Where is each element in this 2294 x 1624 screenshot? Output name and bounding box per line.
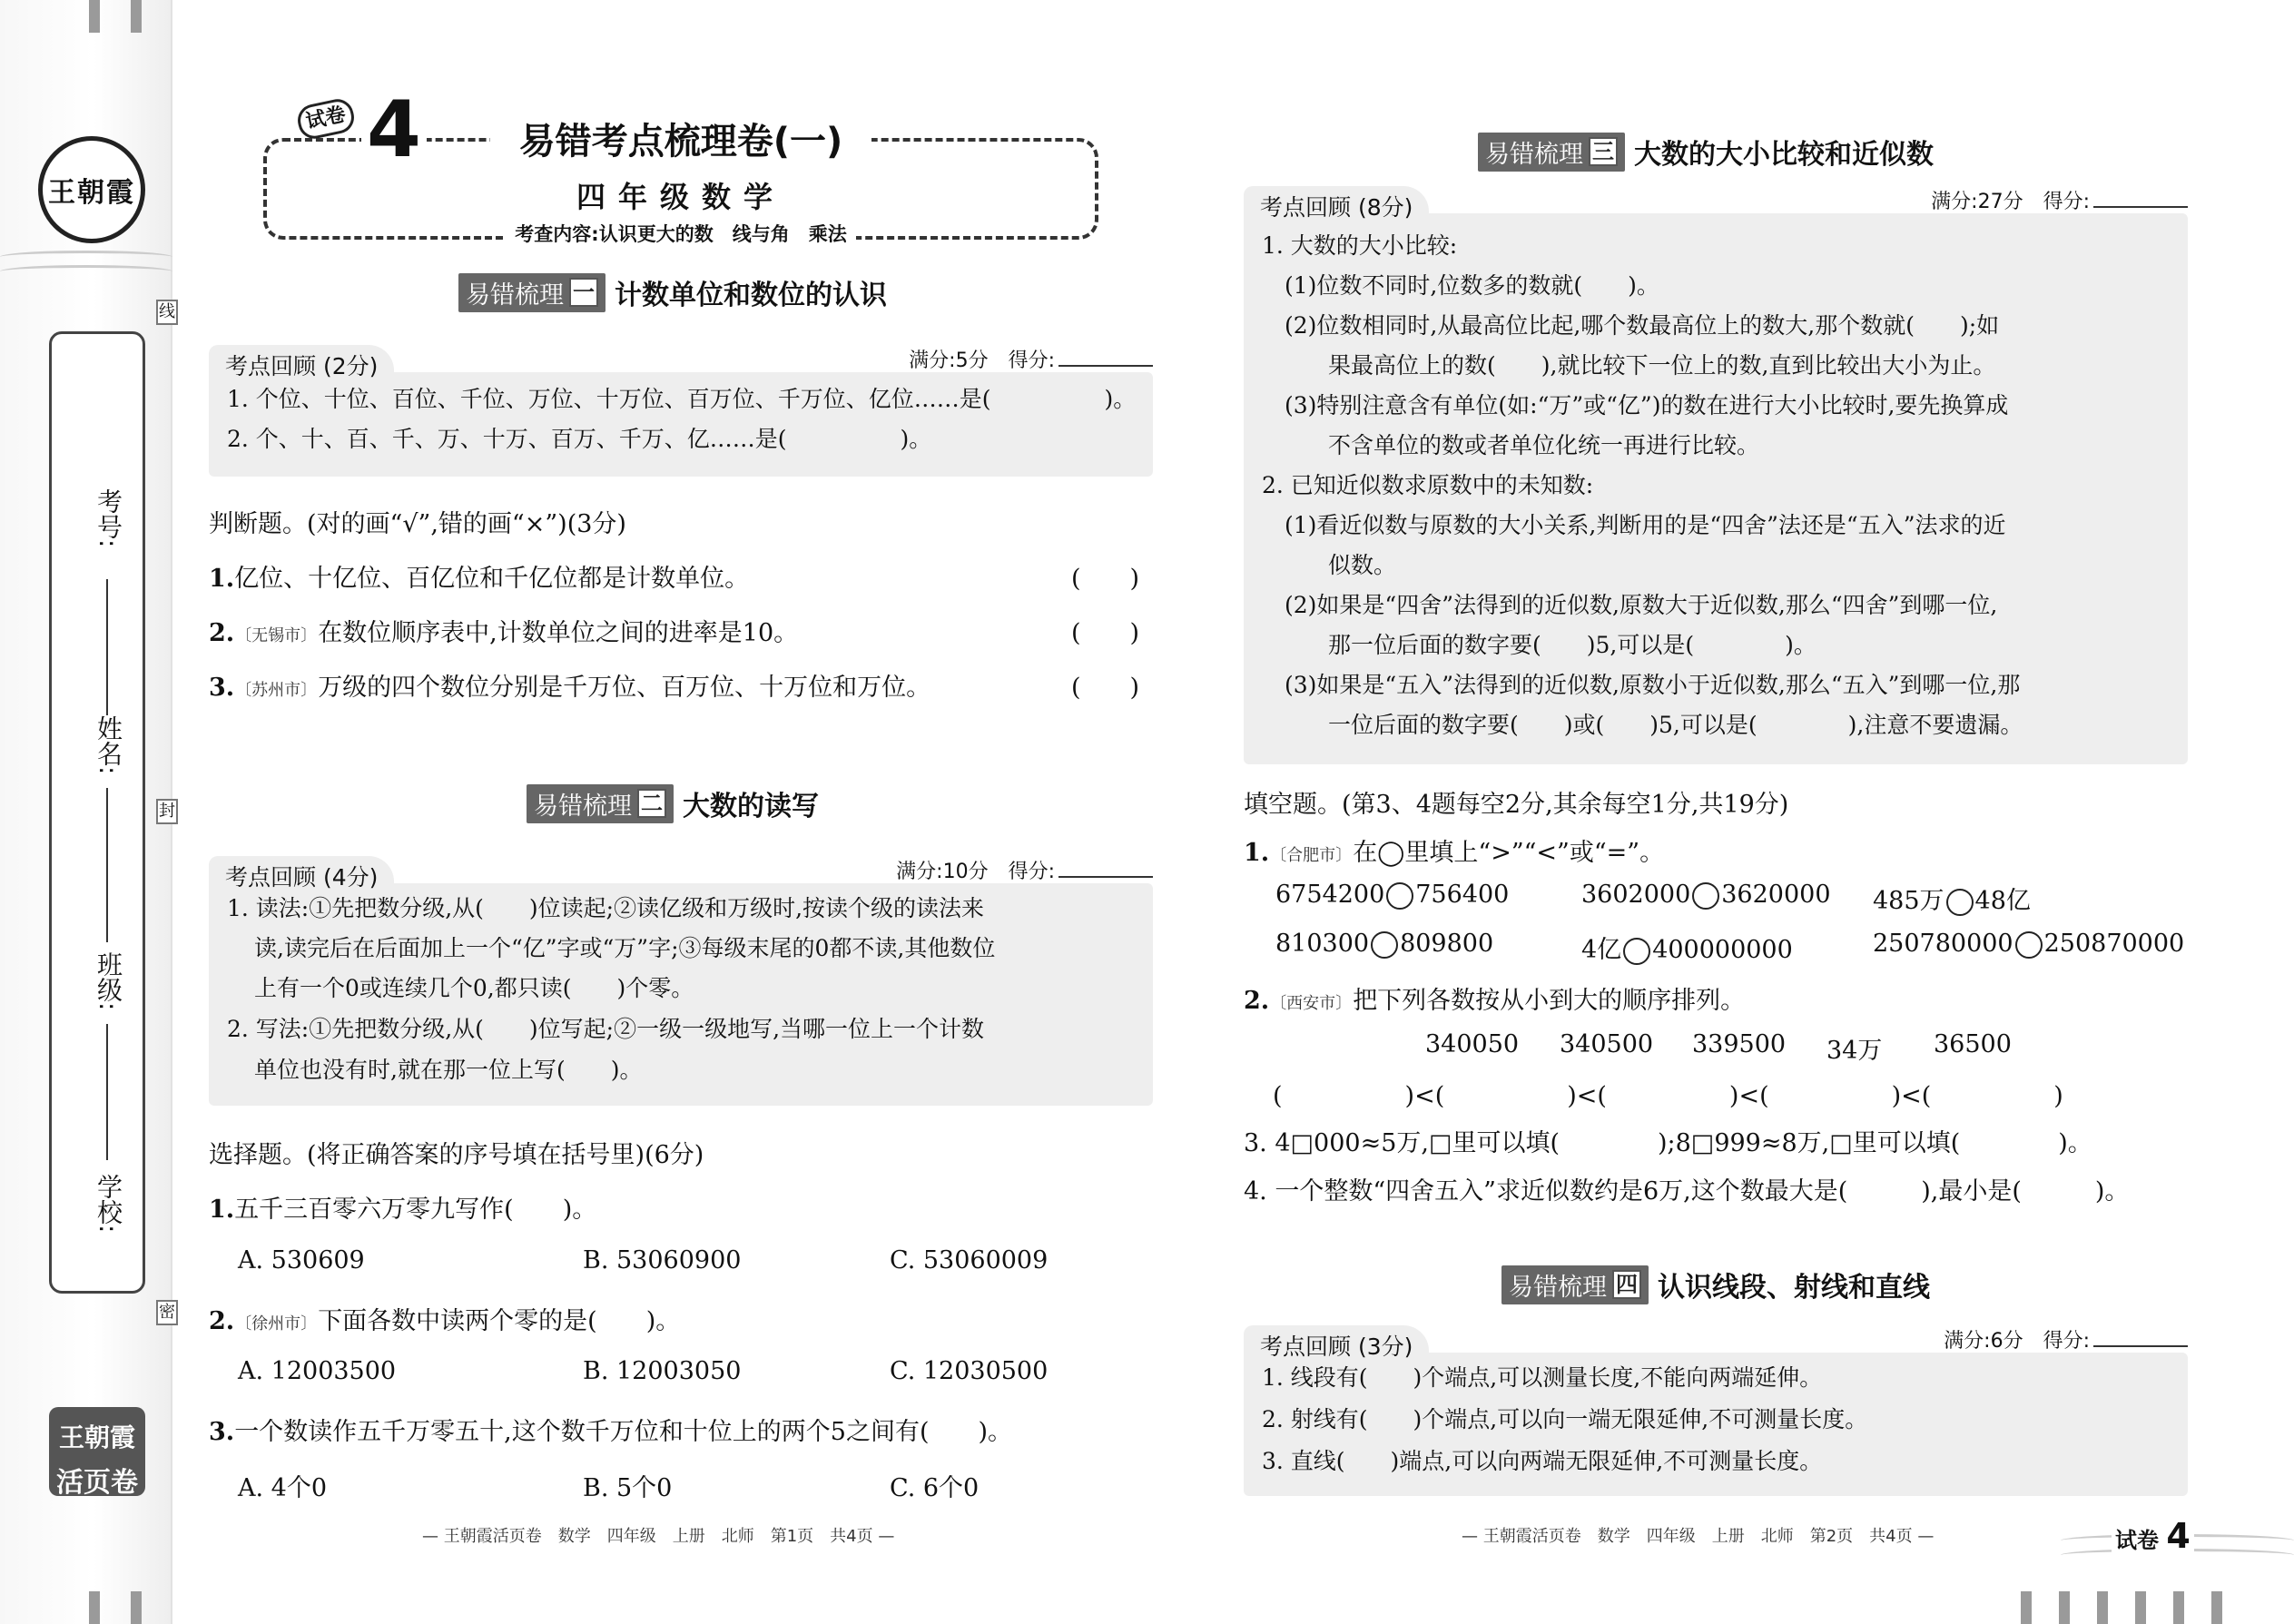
- wave-decoration: [0, 251, 172, 263]
- seal-mark-line: 线: [156, 300, 178, 325]
- item-number: 3.: [209, 1418, 235, 1446]
- bar-mark: [2059, 1591, 2070, 1624]
- score-line: [1944, 1325, 2188, 1353]
- brand-logo-text: 王朝霞: [48, 177, 135, 209]
- footer-left: — 王朝霞活页卷 数学 四年级 上册 北师 第1页 共4页 —: [422, 1527, 895, 1546]
- item-number: 3.: [209, 674, 235, 702]
- bar-mark: [2021, 1591, 2032, 1624]
- sort-number: 340050: [1425, 1030, 1520, 1058]
- review-line: (3)特别注意含有单位(如:“万”或“亿”)的数在进行大小比较时,要先换算成: [1285, 392, 2009, 418]
- review-label: 考点回顾 (8分): [1244, 186, 1429, 224]
- fill-question-4: 4. 一个整数“四舍五入”求近似数约是6万,这个数最大是( ),最小是( )。: [1244, 1177, 2130, 1206]
- option-b[interactable]: B. 53060900: [583, 1246, 742, 1275]
- review-line: 上有一个0或连续几个0,都只读( )个零。: [254, 975, 694, 1001]
- exam-scope-text: 考查内容:认识更大的数 线与角 乘法: [506, 223, 855, 245]
- choice-question-1: [209, 1189, 596, 1225]
- choice-question-3: [209, 1412, 1012, 1447]
- brand-badge-line1: 王朝霞: [58, 1422, 135, 1452]
- review-line: (1)看近似数与原数的大小关系,判断用的是“四舍”法还是“五入”法求的近: [1285, 512, 2006, 538]
- compare-left: 6754200: [1275, 881, 1385, 909]
- badge-number: 三: [1589, 137, 1618, 166]
- compare-pair: [1275, 881, 1509, 910]
- compare-left: 250780000: [1873, 930, 2013, 958]
- score-label: 满分:27分 得分:: [1931, 191, 2090, 213]
- corner-exam-number: 4: [2166, 1516, 2191, 1556]
- option-a[interactable]: A. 4个0: [238, 1474, 328, 1502]
- review-line: 读,读完后在后面加上一个“亿”字或“万”字;③每级末尾的0都不读,其他数位: [254, 935, 996, 961]
- review-line: 2. 射线有( )个端点,可以向一端无限延伸,不可测量长度。: [1262, 1406, 1868, 1432]
- compare-pair: [1275, 930, 1493, 959]
- item-number: 1.: [209, 1196, 235, 1224]
- city-tag: 〔合肥市〕: [1270, 846, 1353, 865]
- compare-circle[interactable]: [1623, 938, 1650, 965]
- score-label: 满分:10分 得分:: [896, 861, 1055, 883]
- exam-scope: [263, 220, 1098, 247]
- class-label: 班级:: [94, 951, 123, 1011]
- review-line: 1. 大数的大小比较:: [1262, 232, 1458, 259]
- item-text: 把下列各数按从小到大的顺序排列。: [1353, 987, 1746, 1015]
- section3-heading: [1478, 132, 1934, 172]
- item-text: 一个数读作五千万零五十,这个数千万位和十位上的两个5之间有( )。: [234, 1418, 1013, 1446]
- section-badge: [458, 273, 605, 312]
- fill-question-1: [1244, 832, 1664, 868]
- badge-label: 易错梳理: [534, 792, 632, 821]
- compare-pair: [1581, 881, 1831, 910]
- item-text: 在◯里填上“>”“<”或“=”。: [1353, 839, 1665, 867]
- item-number: 2.: [209, 1307, 235, 1335]
- sort-number: 340500: [1560, 1030, 1654, 1058]
- exam-tag: 试卷: [295, 96, 358, 142]
- compare-left: 485万: [1873, 887, 1944, 915]
- name-label: 姓名:: [94, 715, 123, 775]
- city-tag: 〔西安市〕: [1270, 994, 1353, 1013]
- judge-item-2: [209, 613, 798, 648]
- review-label: 考点回顾 (4分): [209, 856, 394, 894]
- section-title: 大数的大小比较和近似数: [1634, 139, 1934, 171]
- name-field[interactable]: [106, 788, 108, 942]
- fill-question-3: 3. 4□000≈5万,□里可以填( );8□999≈8万,□里可以填( )。: [1244, 1129, 2092, 1157]
- compare-circle[interactable]: [1946, 889, 1974, 916]
- compare-left: 3602000: [1581, 881, 1691, 909]
- item-text: 在数位顺序表中,计数单位之间的进率是10。: [318, 619, 799, 647]
- section2-review-box: [209, 861, 1153, 1106]
- badge-label: 易错梳理: [1509, 1273, 1607, 1302]
- subject-heading: 四年级数学: [576, 180, 785, 214]
- score-line: [909, 345, 1153, 373]
- exam-id-field[interactable]: [106, 579, 108, 715]
- sort-answer-blanks[interactable]: ( )<( )<( )<( )<( ): [1273, 1082, 2063, 1110]
- item-text: 万级的四个数位分别是千万位、百万位、十万位和万位。: [318, 674, 931, 702]
- answer-blank[interactable]: ( ): [1071, 565, 1140, 593]
- score-blank[interactable]: [1058, 365, 1153, 367]
- compare-right: 3620000: [1721, 881, 1831, 909]
- task-title: 填空题。(第3、4题每空2分,其余每空1分,共19分): [1244, 791, 1789, 819]
- section3-review-box: [1244, 191, 2188, 764]
- compare-circle[interactable]: [1371, 931, 1398, 959]
- bar-mark: [89, 0, 100, 33]
- item-number: 1.: [1244, 839, 1270, 867]
- option-c[interactable]: C. 6个0: [890, 1474, 980, 1502]
- section4-review-box: [1244, 1330, 2188, 1496]
- section4-heading: [1501, 1265, 1930, 1304]
- compare-right: 250870000: [2043, 930, 2185, 958]
- option-b[interactable]: B. 5个0: [583, 1474, 673, 1502]
- seal-mark-seal: 封: [156, 799, 178, 824]
- option-a[interactable]: A. 12003500: [238, 1357, 397, 1385]
- city-tag: 〔苏州市〕: [235, 681, 318, 700]
- exam-number: 4: [361, 89, 427, 171]
- city-tag: 〔无锡市〕: [235, 626, 318, 645]
- compare-circle[interactable]: [2015, 931, 2043, 959]
- item-number: 2.: [209, 619, 235, 647]
- bar-mark: [2097, 1591, 2108, 1624]
- score-line: [896, 856, 1153, 884]
- review-label: 考点回顾 (3分): [1244, 1325, 1429, 1363]
- review-line: 不含单位的数或者单位化统一再进行比较。: [1328, 432, 1760, 458]
- score-line: [1931, 186, 2188, 214]
- judge-item-3: [209, 667, 930, 703]
- bar-mark: [131, 0, 142, 33]
- section-badge: [1501, 1265, 1649, 1304]
- section-badge: [527, 784, 674, 823]
- compare-right: 400000000: [1652, 936, 1793, 964]
- review-line: 2. 个、十、百、千、万、十万、百万、千万、亿……是( )。: [227, 426, 932, 452]
- review-label: 考点回顾 (2分): [209, 345, 394, 383]
- review-line: 那一位后面的数字要( )5,可以是( )。: [1328, 632, 1816, 658]
- bar-mark: [2173, 1591, 2184, 1624]
- compare-pair: [1581, 930, 1793, 965]
- section1-heading: [458, 272, 887, 312]
- compare-left: 4亿: [1581, 936, 1622, 964]
- score-label: 满分:6分 得分:: [1944, 1330, 2090, 1353]
- option-c[interactable]: C. 53060009: [890, 1246, 1049, 1275]
- review-line: 果最高位上的数( ),就比较下一位上的数,直到比较出大小为止。: [1328, 352, 1996, 379]
- compare-pair: [1873, 930, 2184, 959]
- item-number: 1.: [209, 565, 235, 593]
- option-c[interactable]: C. 12030500: [890, 1357, 1049, 1385]
- review-line: 1. 个位、十位、百位、千位、万位、十万位、百万位、千万位、亿位……是( )。: [227, 386, 1137, 412]
- judge-item-1: [209, 558, 749, 594]
- footer-right: — 王朝霞活页卷 数学 四年级 上册 北师 第2页 共4页 —: [1462, 1527, 1935, 1546]
- item-text: 亿位、十亿位、百亿位和千亿位都是计数单位。: [234, 565, 750, 593]
- review-line: 2. 写法:①先把数分级,从( )位写起;②一级一级地写,当哪一位上一个计数: [227, 1016, 985, 1042]
- option-a[interactable]: A. 530609: [238, 1246, 365, 1275]
- page-title: 易错考点梳理卷(一): [490, 116, 871, 167]
- task-title: 判断题。(对的画“√”,错的画“×”)(3分): [209, 510, 626, 538]
- wave-decoration: [0, 265, 172, 278]
- task-title: 选择题。(将正确答案的序号填在括号里)(6分): [209, 1141, 704, 1169]
- sort-number: 36500: [1934, 1030, 2012, 1058]
- item-number: 2.: [1244, 987, 1270, 1015]
- compare-circle[interactable]: [1386, 882, 1413, 910]
- answer-blank[interactable]: ( ): [1071, 674, 1140, 702]
- section-title: 大数的读写: [683, 791, 819, 822]
- sort-number: 34万: [1826, 1037, 1883, 1065]
- compare-right: 809800: [1400, 930, 1494, 958]
- review-line: 1. 线段有( )个端点,可以测量长度,不能向两端延伸。: [1262, 1364, 1823, 1391]
- section2-heading: [527, 783, 819, 823]
- review-line: 似数。: [1328, 552, 1397, 578]
- fill-question-2: [1244, 980, 1745, 1016]
- badge-label: 易错梳理: [466, 281, 564, 310]
- compare-left: 810300: [1275, 930, 1370, 958]
- section1-review-box: [209, 349, 1153, 477]
- brand-badge-line2: 活页卷: [56, 1467, 138, 1499]
- review-line: (2)位数相同时,从最高位比起,哪个数最高位上的数大,那个数就( );如: [1285, 312, 2000, 339]
- badge-label: 易错梳理: [1485, 140, 1583, 169]
- score-label: 满分:5分 得分:: [909, 349, 1055, 372]
- review-line: 1. 读法:①先把数分级,从( )位读起;②读亿级和万级时,按读个级的读法来: [227, 895, 985, 921]
- student-info-panel: [49, 331, 145, 1294]
- corner-exam-tag: [2112, 1516, 2194, 1556]
- score-blank[interactable]: [2093, 206, 2188, 208]
- section-title: 计数单位和数位的认识: [615, 280, 887, 311]
- school-label: 学校:: [94, 1174, 123, 1234]
- sort-number: 339500: [1692, 1030, 1787, 1058]
- score-blank[interactable]: [1058, 876, 1153, 878]
- brand-logo-seal: [38, 136, 145, 243]
- city-tag: 〔徐州市〕: [235, 1314, 318, 1334]
- compare-right: 756400: [1415, 881, 1510, 909]
- item-text: 五千三百零六万零九写作( )。: [234, 1196, 597, 1224]
- review-line: 3. 直线( )端点,可以向两端无限延伸,不可测量长度。: [1262, 1448, 1823, 1474]
- exam-id-label: 考号:: [94, 488, 123, 548]
- class-field[interactable]: [106, 1024, 108, 1160]
- section-title: 认识线段、射线和直线: [1658, 1272, 1930, 1304]
- badge-number: 二: [637, 789, 666, 818]
- item-text: 下面各数中读两个零的是( )。: [318, 1307, 681, 1335]
- review-line: (2)如果是“四舍”法得到的近似数,原数大于近似数,那么“四舍”到哪一位,: [1285, 592, 1998, 618]
- brand-logo-badge: [49, 1407, 145, 1499]
- badge-number: 四: [1612, 1270, 1641, 1299]
- bar-mark: [89, 1591, 100, 1624]
- compare-pair: [1873, 881, 2031, 916]
- review-line: 单位也没有时,就在那一位上写( )。: [254, 1057, 643, 1083]
- choice-question-2: [209, 1301, 680, 1336]
- option-b[interactable]: B. 12003050: [583, 1357, 742, 1385]
- bar-mark: [2135, 1591, 2146, 1624]
- compare-circle[interactable]: [1692, 882, 1719, 910]
- review-line: 一位后面的数字要( )或( )5,可以是( ),注意不要遗漏。: [1328, 712, 2023, 738]
- section-badge: [1478, 133, 1625, 172]
- seal-mark-secret: 密: [156, 1300, 178, 1325]
- compare-right: 48亿: [1974, 887, 2031, 915]
- review-line: (1)位数不同时,位数多的数就( )。: [1285, 272, 1659, 299]
- bar-mark: [2211, 1591, 2222, 1624]
- bar-mark: [131, 1591, 142, 1624]
- answer-blank[interactable]: ( ): [1071, 619, 1140, 647]
- badge-number: 一: [569, 278, 598, 307]
- corner-tag-text: 试卷: [2115, 1528, 2159, 1553]
- review-line: (3)如果是“五入”法得到的近似数,原数小于近似数,那么“五入”到哪一位,那: [1285, 672, 2021, 698]
- score-blank[interactable]: [2093, 1345, 2188, 1347]
- review-line: 2. 已知近似数求原数中的未知数:: [1262, 472, 1594, 498]
